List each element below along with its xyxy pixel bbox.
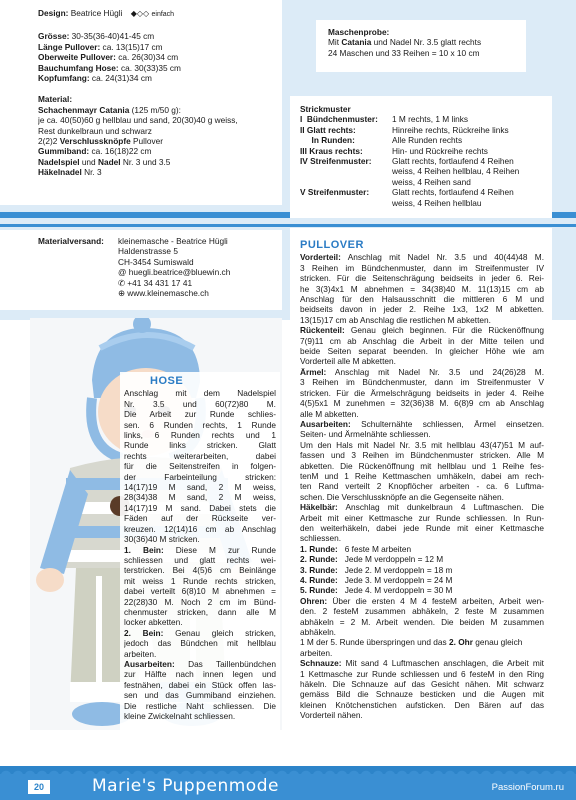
text-line (300, 377, 544, 387)
text-run: 22(28)30 M. Noch 2 cm im Bünd- (124, 596, 276, 607)
text-run: arbeiten. (300, 647, 333, 658)
text-run: Seiten- und Ärmelnähte schliessen. (300, 429, 431, 440)
text-run: Genau gleich beginnen. Für die Rückenöffnung (344, 325, 544, 336)
text-line (300, 284, 544, 294)
text-line (124, 649, 276, 659)
probe-line-1: Mit Catania und Nadel Nr. 3.5 glatt rechts (328, 37, 482, 48)
text-bold: 2. Ohr (448, 637, 473, 648)
versand-line: CH-3454 Sumiswald (118, 256, 194, 267)
text-line (300, 304, 544, 314)
text-run: 6 feste M arbeiten (337, 543, 412, 554)
size-key: Oberweite Pullover: (38, 52, 116, 63)
design-box (0, 0, 282, 205)
pullover-heading: PULLOVER (300, 239, 364, 251)
text-run: 14(17)19 M sand. Dabei stets die (124, 502, 276, 513)
strickmuster-value-line: Glatt rechts, fortlaufend 4 Reihen (392, 156, 514, 167)
text-run: stricken. Für die Seitenschrägung beidseits in jeder 6. Rei- (300, 273, 544, 284)
strickmuster-value-line: weiss, 4 Reihen hellblau, 4 Reihen (392, 166, 520, 177)
strickmuster-value-line: Glatt rechts, fortlaufend 4 Reihen (392, 187, 514, 198)
text-run: terstricken. Bei 4(5)6 cm Beinlänge (124, 565, 276, 576)
text-run: he 3(3)4x1 M abnehmen = 34(38)40 M. 11(13)15 cm ab (300, 283, 544, 294)
text-bold: 5. Runde: (300, 585, 338, 596)
text-line (300, 263, 544, 273)
size-value: ca. 30(33)35 cm (118, 62, 181, 73)
text-run: abketten. Die Rückenöffnung mit hellblau und 1 Reihe fes- (300, 460, 544, 471)
design-line (38, 8, 282, 20)
size-line (38, 63, 282, 73)
text-line (124, 576, 276, 586)
strickmuster-row (300, 125, 552, 135)
versand-line: ✆ +41 34 431 17 41 (118, 277, 193, 288)
material-heading: Material: (38, 94, 73, 105)
text-line (300, 627, 544, 637)
difficulty-label: einfach (151, 11, 175, 18)
size-value: 30-35(36-40)41-45 cm (69, 31, 155, 42)
text-line (300, 294, 544, 304)
text-line (124, 711, 276, 721)
text-line (300, 419, 544, 429)
text-line (124, 524, 276, 534)
text-bold: Rückenteil: (300, 325, 345, 336)
probe-line-2: 24 Maschen und 33 Reihen = 10 x 10 cm (328, 47, 480, 58)
material-value: je ca. 40(50)60 g hellblau und sand, 20(30)40 g weiss, (38, 115, 238, 126)
text-bold: Ohren: (300, 595, 328, 606)
text-line (300, 523, 544, 533)
material-key: Schachenmayr Catania (38, 104, 130, 115)
text-bold: 1. Bein: (124, 544, 164, 555)
text-run: ten Rand verteilt 2 Knopflöcher arbeiten - ca. 6 Luftma- (300, 481, 544, 492)
text-run: tenM und 1 Reihe Kettmaschen umhäkeln, dabei am rech- (300, 470, 544, 481)
size-key: Bauchumfang Hose: (38, 62, 119, 73)
text-line (300, 513, 544, 523)
text-line (124, 451, 276, 461)
material-key: Verschlussknöpfe (59, 136, 131, 147)
text-line (124, 503, 276, 513)
size-line (38, 73, 282, 83)
text-run: 7(9)11 cm ab Anschlag die Arbeit in der Mitte teilen und (300, 335, 544, 346)
text-line (124, 399, 276, 409)
material-line (38, 136, 282, 146)
text-run: den. 2 festeM zusammen abhäkeln, 2 feste M zusammen (300, 606, 544, 617)
text-line (300, 409, 544, 419)
text-bold: Ausarbeiten: (300, 418, 351, 429)
text-line (300, 669, 544, 679)
magazine-title: Marie's Puppenmode (92, 776, 279, 796)
text-run: dabei verteilt 6(8)10 M abnehmen = (124, 586, 276, 597)
strickmuster-key: I Bündchenmuster: (300, 114, 378, 125)
text-run: schliessen und glatt rechts wei- (124, 554, 276, 565)
text-run: zur Hälfte nach innen legen und (124, 669, 276, 680)
text-run: Fäden auf der Rückseite ver- (124, 513, 276, 524)
text-line (300, 336, 544, 346)
text-run: Genau gleich stricken, (163, 627, 276, 638)
strickmuster-value-line: Hinreihe rechts, Rückreihe links (392, 124, 509, 135)
strickmuster-value (392, 125, 509, 135)
text-run: abhäkeln = 2 M. Arbeit wenden. Die beiden M zusammen (300, 616, 544, 627)
material-key: Nadelspiel (38, 156, 80, 167)
footer-scallop (0, 768, 576, 776)
strickmuster-key: In Runden: (300, 135, 355, 146)
text-line (124, 440, 276, 450)
text-run: Die restliche Naht schliessen. Die (124, 700, 276, 711)
text-run: gemäss Bild die Schnauze besticken und die Augen mit (300, 689, 544, 700)
text-run: jedoch das Bündchen mit hellblau (124, 638, 276, 649)
strickmuster-value-line: weiss, 4 Reihen hellblau (392, 197, 482, 208)
text-run: beide Seiten separat beenden. In gleicher Höhe wie am (300, 346, 544, 357)
text-line (300, 689, 544, 699)
material-key: Häkelnadel (38, 167, 82, 178)
strickmuster-row (300, 156, 552, 187)
text-line (124, 607, 276, 617)
text-run: der Farbeinteilung stricken: (124, 471, 276, 482)
text-bold: Ärmel: (300, 366, 327, 377)
text-line (124, 638, 276, 648)
strickmuster-heading: Strickmuster (300, 104, 351, 114)
strickmuster-list (300, 114, 552, 208)
material-value: (125 m/50 g): (129, 104, 181, 115)
text-line (300, 356, 544, 366)
text-run: alle M abketten. (300, 408, 359, 419)
strickmuster-value (392, 135, 462, 145)
text-line (300, 471, 544, 481)
hose-box (120, 372, 280, 732)
strickmuster-row (300, 187, 552, 208)
text-run: Runde links stricken. Glatt (124, 440, 276, 451)
text-line (124, 461, 276, 471)
text-run: locker abketten. (124, 617, 183, 628)
text-line (124, 409, 276, 419)
probe-heading: Maschenprobe: (328, 27, 390, 37)
text-line (300, 346, 544, 356)
text-line (124, 659, 276, 669)
pullover-text (300, 252, 544, 720)
text-run: Vorderteil nähen. (300, 710, 363, 721)
versand-line: @ huegli.beatrice@bluewin.ch (118, 267, 231, 278)
strickmuster-value (392, 114, 468, 124)
size-key: Grösse: (38, 31, 70, 42)
text-line (300, 585, 544, 595)
text-run: Um den Hals mit Nadel Nr. 3.5 mit hellblau 43(47)51 M auf- (300, 439, 544, 450)
text-run: Jede 3. M verdoppeln = 24 M (337, 575, 453, 585)
material-line (38, 146, 282, 156)
material-key: Nadel (97, 156, 121, 167)
maschenprobe-box (316, 20, 526, 72)
text-run: 13(15)17 cm ab Anschlag die restlichen M abketten. (300, 314, 491, 325)
text-bold: 3. Runde: (300, 564, 338, 575)
text-bold: Häkelbär: (300, 502, 338, 513)
text-line (300, 533, 544, 543)
text-run: genau gleich (472, 637, 523, 648)
text-bold: 1. Runde: (300, 543, 338, 554)
size-key: Kopfumfang: (38, 73, 90, 84)
text-line (124, 617, 276, 627)
strickmuster-row (300, 146, 552, 156)
text-line (124, 513, 276, 523)
strickmuster-key: IV Streifenmuster: (300, 156, 372, 167)
strickmuster-row (300, 135, 552, 145)
text-line (300, 575, 544, 585)
strickmuster-value-line: weiss, 4 Reihen sand (392, 176, 471, 187)
text-run: fassen und 3 Reihen im Bündchenmuster stricken. Alle M (300, 450, 544, 461)
strickmuster-key: V Streifenmuster: (300, 187, 370, 198)
size-key: Länge Pullover: (38, 41, 101, 52)
text-line (300, 273, 544, 283)
text-line (124, 420, 276, 430)
text-line (124, 690, 276, 700)
text-line (124, 545, 276, 555)
text-line (124, 388, 276, 398)
text-line (124, 669, 276, 679)
text-run: schen. Die Verschlussknöpfe an die Gegenseite nähen. (300, 491, 504, 502)
strickmuster-row (300, 114, 552, 124)
text-line (300, 398, 544, 408)
material-line (38, 115, 282, 125)
strickmuster-box (290, 96, 552, 218)
size-line (38, 31, 282, 41)
text-bold: Vorderteil: (300, 252, 341, 263)
material-value: Nr. 3 (81, 167, 102, 178)
text-run: mit weiss 1 Runde rechts stricken, (124, 575, 276, 586)
text-run: 1 Kettmasche zur Runde schliessen und 6 festeM in den Ring (300, 668, 544, 679)
text-line (124, 586, 276, 596)
text-run: schliessen. (300, 533, 342, 544)
text-run: Das Taillenbündchen (174, 658, 276, 669)
text-line (300, 492, 544, 502)
text-line (124, 482, 276, 492)
versand-label: Materialversand: (38, 236, 104, 246)
text-run: kleine Zwickelnaht schliessen. (124, 711, 236, 721)
text-run: Jede 4. M verdoppeln = 30 M (337, 585, 453, 596)
pullover-column (300, 240, 544, 721)
versand-line: Haldenstrasse 5 (118, 246, 178, 257)
text-run: Jede 2. M verdoppeln = 18 m (337, 564, 453, 575)
text-line (124, 430, 276, 440)
text-run: 4(5)5x1 M zunehmen = 32(36)38 M. 6(8)9 cm ab Anschlag (300, 398, 544, 409)
text-line (300, 637, 544, 647)
text-run: Über die ersten 4 M 4 festeM arbeiten, Arbeit wen- (327, 595, 544, 606)
text-line (300, 617, 544, 627)
strickmuster-value-line: 1 M rechts, 1 M links (392, 114, 469, 125)
text-line (300, 554, 544, 564)
strickmuster-value-line: Hin- und Rückreihe rechts (392, 145, 488, 156)
footer-band (0, 774, 576, 800)
text-line (300, 544, 544, 554)
material-value: Pullover (130, 136, 163, 147)
text-bold: 2. Bein: (124, 627, 164, 638)
text-line (124, 628, 276, 638)
text-line (300, 481, 544, 491)
text-line (300, 596, 544, 606)
size-value: ca. 24(31)34 cm (89, 73, 152, 84)
text-run: links, 6 Runden rechts und 1 (124, 430, 276, 441)
material-line (38, 167, 282, 177)
text-line (124, 492, 276, 502)
text-line (300, 606, 544, 616)
designer-name: Beatrice Hügli (70, 8, 123, 18)
material-key: Gummiband: (38, 146, 90, 157)
strickmuster-key: III Kraus rechts: (300, 145, 363, 156)
text-run: häkeln. Die Schnauze auf das Gesicht nähen. Mit schwarz (300, 679, 544, 690)
text-run: beidseits davon in jeder 2. Reihe 1x3, 1x2 M abketten. (300, 304, 544, 315)
text-bold: 4. Runde: (300, 575, 338, 585)
size-value: ca. 26(30)34 cm (115, 52, 179, 63)
text-bold: Schnauze: (300, 658, 342, 669)
size-value: ca. 13(15)17 cm (100, 41, 163, 52)
strickmuster-key: II Glatt rechts: (300, 124, 356, 135)
text-line (300, 388, 544, 398)
text-run: arbeiten. (124, 648, 157, 659)
text-line (124, 472, 276, 482)
strickmuster-value (392, 187, 514, 208)
text-run: kleinen Knötchenstichen aufsticken. Den Bären auf das (300, 699, 544, 710)
text-line (300, 679, 544, 689)
text-run: Mit sand 4 Luftmaschen anschlagen, die Arbeit mit (341, 658, 544, 669)
material-value: 2(2)2 (38, 136, 60, 147)
text-run: 3 Reihen im Bündchenmuster, dann im Streifenmuster IV (300, 262, 544, 273)
versand-box (0, 230, 282, 310)
text-line (300, 440, 544, 450)
material-line (38, 157, 282, 167)
text-line (124, 701, 276, 711)
versand-address (118, 236, 230, 298)
text-line (300, 252, 544, 262)
text-run: Arbeit mit einer Kettmasche zur Runde schliessen. In Run- (300, 512, 544, 523)
text-line (124, 534, 276, 544)
text-run: 3 Reihen im Bündchenmuster, dann im Streifenmuster V (300, 377, 544, 388)
text-run: 30(36)40 M stricken. (124, 534, 200, 545)
text-run: Die Arbeit zur Runde schlies- (124, 409, 276, 420)
bg-stripe-2 (0, 224, 576, 227)
size-line (38, 52, 282, 62)
text-line (124, 565, 276, 575)
text-run: 1 M der 5. Runde überspringen und das (300, 637, 449, 648)
versand-row (38, 236, 282, 298)
strickmuster-value-line: Alle Runden rechts (392, 135, 463, 146)
text-bold: 2. Runde: (300, 554, 338, 565)
text-run: abhäkeln. (300, 627, 336, 638)
text-run: Vorderteil alle M abketten. (300, 356, 396, 367)
versand-line: ⊕ www.kleinemasche.ch (118, 288, 209, 299)
strickmuster-value (392, 156, 519, 187)
material-value: und (79, 156, 98, 167)
text-run: Nr. 3.5 und 60(72)80 M. (124, 398, 276, 409)
text-run: Anschlag mit dem Nadelspiel (124, 388, 276, 399)
material-value: ca. 16(18)22 cm (89, 146, 152, 157)
material-value: Rest dunkelbraun und schwarz (38, 125, 152, 136)
design-label: Design: (38, 8, 69, 18)
text-bold: Ausarbeiten: (124, 658, 175, 669)
sizes-list (38, 31, 282, 83)
hose-heading: HOSE (150, 375, 184, 387)
text-run: 14(17)19 M sand, 2 M weiss, (124, 482, 276, 493)
text-line (300, 450, 544, 460)
text-run: Anschlag mit dunkelbraun 4 Luftmaschen. Die (337, 502, 544, 513)
text-line (124, 597, 276, 607)
text-run: sen und das Gummiband einziehen. (124, 690, 276, 701)
text-line (300, 325, 544, 335)
text-line (300, 710, 544, 720)
text-run: Anschlag für den Halsausschnitt die mittleren 6 M und (300, 294, 544, 305)
text-line (300, 367, 544, 377)
versand-line: kleinemasche - Beatrice Hügli (118, 236, 228, 246)
text-run: rechts weiterarbeiten, dabei (124, 450, 276, 461)
strickmuster-value (392, 146, 488, 156)
text-line (300, 658, 544, 668)
text-run: Anschlag mit Nadel Nr. 3.5 und 24(26)28 M. (326, 366, 544, 377)
difficulty-diamonds-icon: ◆◇◇ (130, 9, 150, 18)
text-run: Jede M verdoppeln = 12 M (337, 554, 444, 565)
text-line (300, 700, 544, 710)
text-line (300, 648, 544, 658)
text-run: chenmuster stricken, dann alle M (124, 606, 276, 617)
text-run: den weiterhäkeln, dabei jede Runde mit einer Kettmasche (300, 522, 544, 533)
hose-text (124, 388, 276, 721)
footer (0, 766, 576, 800)
text-line (300, 565, 544, 575)
text-run: kreuzen. 12(14)16 cm ab Anschlag (124, 523, 276, 534)
material-line (38, 126, 282, 136)
text-run: Diese M zur Runde (163, 544, 276, 555)
text-run: sen. 6 Runden rechts, 1 Runde (124, 419, 276, 430)
material-line (38, 105, 282, 115)
text-line (124, 555, 276, 565)
size-line (38, 42, 282, 52)
text-line (300, 315, 544, 325)
text-line (124, 680, 276, 690)
watermark: PassionForum.ru (491, 782, 564, 793)
text-run: festnähen, dabei ein Stück offen las- (124, 679, 276, 690)
text-run: stricken. Für die Ärmelschrägung beidseits in jeder 4. Reihe (300, 387, 544, 398)
text-run: für die Seitenstreifen in folgen- (124, 461, 276, 472)
text-line (300, 502, 544, 512)
material-list (38, 105, 282, 178)
text-line (300, 461, 544, 471)
material-value: Nr. 3 und 3.5 (120, 156, 171, 167)
text-line (300, 429, 544, 439)
text-run: Schulternähte schliessen, Ärmel einsetzen. (350, 418, 544, 429)
text-run: Anschlag mit Nadel Nr. 3.5 und 40(44)48 M. (340, 252, 544, 263)
text-run: 28(34)38 M sand, 2 M weiss, (124, 492, 276, 503)
page-number: 20 (28, 780, 50, 794)
